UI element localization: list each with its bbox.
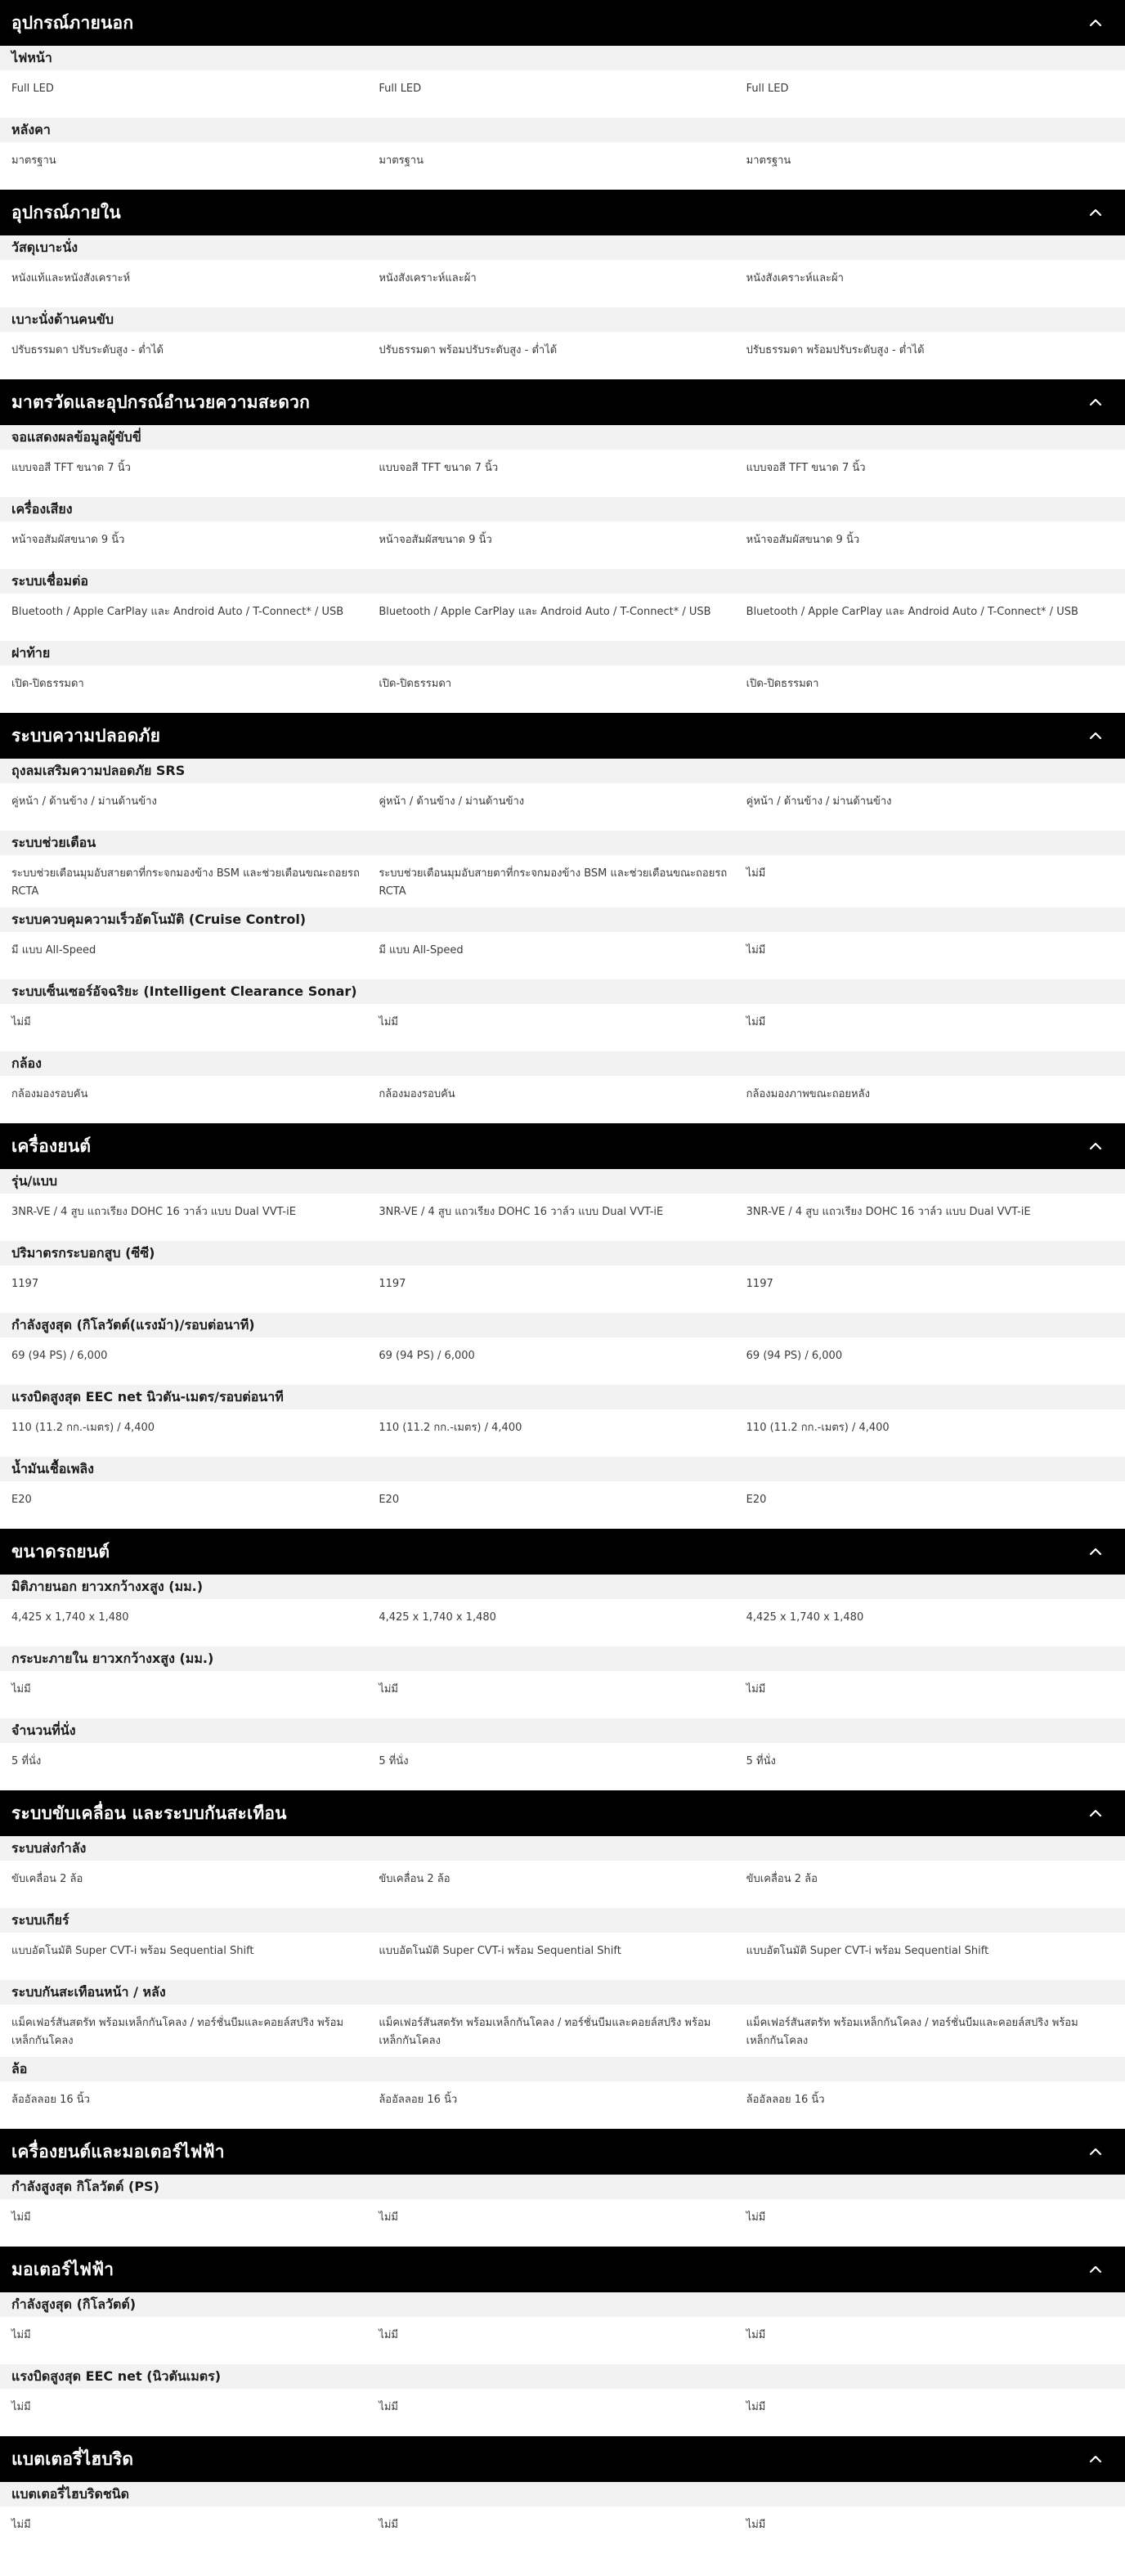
section-title: มาตรวัดและอุปกรณ์อำนวยความสะดวก [11, 392, 311, 412]
section-header-toggle[interactable] [0, 1529, 1125, 1575]
spec-value-grade-2: แบบอัตโนมัติ Super CVT-i พร้อม Sequential Shift [379, 1945, 621, 1957]
spec-values-row [0, 1671, 1125, 1718]
chevron-up-icon[interactable] [1087, 2144, 1104, 2160]
spec-value-grade-1: ล้ออัลลอย 16 นิ้ว [11, 2094, 90, 2106]
spec-values-row [0, 1194, 1125, 1241]
spec-value-grade-1: ไม่มี [11, 2401, 31, 2413]
spec-value-grade-1: หน้าจอสัมผัสขนาด 9 นิ้ว [11, 534, 125, 546]
spec-label: จำนวนที่นั่ง [0, 1718, 1125, 1743]
section-header-toggle[interactable] [0, 2129, 1125, 2175]
spec-value-grade-1: หนังแท้และหนังสังเคราะห์ [11, 272, 131, 284]
spec-section [0, 379, 1125, 713]
spec-value-grade-1: แบบอัตโนมัติ Super CVT-i พร้อม Sequential Shift [11, 1945, 254, 1957]
spec-value-grade-2: 69 (94 PS) / 6,000 [379, 1350, 475, 1362]
spec-value-grade-1: แบบจอสี TFT ขนาด 7 นิ้ว [11, 462, 131, 474]
section-title: ระบบความปลอดภัย [11, 725, 161, 746]
spec-value-grade-2: มี แบบ All-Speed [379, 944, 464, 956]
spec-value-grade-2: ไม่มี [379, 2211, 399, 2224]
spec-value-grade-2: 110 (11.2 กก.-เมตร) / 4,400 [379, 1422, 522, 1434]
spec-value-grade-3: Bluetooth / Apple CarPlay และ Android Auto / T-Connect* / USB [746, 606, 1078, 618]
spec-label: หลังคา [0, 118, 1125, 142]
spec-value-grade-3: ไม่มี [746, 1016, 766, 1028]
spec-values-row [0, 2317, 1125, 2364]
section-header-toggle[interactable] [0, 1123, 1125, 1169]
spec-values-row [0, 260, 1125, 307]
chevron-up-icon[interactable] [1087, 15, 1104, 31]
spec-value-grade-3: 110 (11.2 กก.-เมตร) / 4,400 [746, 1422, 890, 1434]
spec-section [0, 713, 1125, 1123]
spec-value-grade-2: ขับเคลื่อน 2 ล้อ [379, 1873, 450, 1885]
spec-values-row [0, 2005, 1125, 2057]
spec-section [0, 0, 1125, 190]
spec-label: เบาะนั่งด้านคนขับ [0, 307, 1125, 332]
spec-value-grade-3: แบบจอสี TFT ขนาด 7 นิ้ว [746, 462, 866, 474]
spec-label: จอแสดงผลข้อมูลผู้ขับขี่ [0, 425, 1125, 450]
spec-value-grade-1: กล้องมองรอบคัน [11, 1088, 88, 1100]
spec-label: ระบบเซ็นเซอร์อัจฉริยะ (Intelligent Clearance Sonar) [0, 979, 1125, 1004]
spec-values-row [0, 1481, 1125, 1529]
spec-label: กระบะภายใน ยาวxกว้างxสูง (มม.) [0, 1646, 1125, 1671]
spec-value-grade-1: 3NR-VE / 4 สูบ แถวเรียง DOHC 16 วาล์ว แบบ Dual VVT-iE [11, 1206, 296, 1218]
spec-value-grade-2: 4,425 x 1,740 x 1,480 [379, 1611, 496, 1624]
spec-values-row [0, 2507, 1125, 2554]
chevron-up-icon[interactable] [1087, 204, 1104, 221]
spec-label: รุ่น/แบบ [0, 1169, 1125, 1194]
chevron-up-icon[interactable] [1087, 394, 1104, 410]
section-header-toggle[interactable] [0, 190, 1125, 235]
spec-value-grade-3: ไม่มี [746, 2401, 766, 2413]
section-title: เครื่องยนต์ [11, 1136, 92, 1156]
spec-value-grade-2: คู่หน้า / ด้านข้าง / ม่านด้านข้าง [379, 795, 525, 808]
section-title: แบตเตอรี่ไฮบริด [11, 2448, 134, 2469]
spec-value-grade-1: 5 ที่นั่ง [11, 1755, 42, 1767]
spec-value-grade-3: ไม่มี [746, 2211, 766, 2224]
spec-value-grade-1: 1197 [11, 1278, 39, 1290]
spec-label: กล้อง [0, 1051, 1125, 1076]
spec-label: แรงบิดสูงสุด EEC net นิวตัน-เมตร/รอบต่อนาที [0, 1385, 1125, 1409]
spec-value-grade-2: มาตรฐาน [379, 155, 424, 167]
spec-value-grade-2: เปิด-ปิดธรรมดา [379, 678, 452, 690]
chevron-up-icon[interactable] [1087, 1543, 1104, 1560]
spec-label: เครื่องเสียง [0, 497, 1125, 522]
spec-value-grade-3: ไม่มี [746, 1683, 766, 1696]
spec-values-row [0, 783, 1125, 831]
spec-value-grade-1: เปิด-ปิดธรรมดา [11, 678, 84, 690]
spec-value-grade-1: ปรับธรรมดา ปรับระดับสูง - ต่ำได้ [11, 344, 164, 356]
spec-values-row [0, 522, 1125, 569]
spec-label: มิติภายนอก ยาวxกว้างxสูง (มม.) [0, 1575, 1125, 1599]
spec-values-row [0, 665, 1125, 713]
chevron-up-icon[interactable] [1087, 728, 1104, 744]
spec-value-grade-3: แบบอัตโนมัติ Super CVT-i พร้อม Sequential Shift [746, 1945, 989, 1957]
spec-label: แบตเตอรี่ไฮบริดชนิด [0, 2482, 1125, 2507]
spec-values-row [0, 332, 1125, 379]
spec-value-grade-3: 69 (94 PS) / 6,000 [746, 1350, 843, 1362]
spec-value-grade-1: ไม่มี [11, 2329, 31, 2341]
section-header-toggle[interactable] [0, 1790, 1125, 1836]
spec-value-grade-3: คู่หน้า / ด้านข้าง / ม่านด้านข้าง [746, 795, 892, 808]
spec-value-grade-2: แม็คเฟอร์สันสตรัท พร้อมเหล็กกันโคลง / ทอร์ชั่นบีมและคอยล์สปริง พร้อมเหล็กกันโคลง [379, 2017, 711, 2047]
spec-value-grade-3: มาตรฐาน [746, 155, 791, 167]
spec-value-grade-1: ไม่มี [11, 1683, 31, 1696]
spec-values-row [0, 1861, 1125, 1908]
spec-label: วัสดุเบาะนั่ง [0, 235, 1125, 260]
spec-values-row [0, 855, 1125, 907]
chevron-up-icon[interactable] [1087, 1138, 1104, 1154]
spec-value-grade-2: Full LED [379, 83, 422, 95]
spec-value-grade-2: 1197 [379, 1278, 406, 1290]
spec-value-grade-3: แม็คเฟอร์สันสตรัท พร้อมเหล็กกันโคลง / ทอร์ชั่นบีมและคอยล์สปริง พร้อมเหล็กกันโคลง [746, 2017, 1078, 2047]
spec-value-grade-3: ล้ออัลลอย 16 นิ้ว [746, 2094, 825, 2106]
spec-values-row [0, 1076, 1125, 1123]
spec-value-grade-2: ปรับธรรมดา พร้อมปรับระดับสูง - ต่ำได้ [379, 344, 558, 356]
spec-value-grade-1: E20 [11, 1494, 32, 1506]
spec-value-grade-2: ระบบช่วยเตือนมุมอับสายตาที่กระจกมองข้าง BSM และช่วยเตือนขณะถอยรถ RCTA [379, 867, 728, 898]
spec-value-grade-2: แบบจอสี TFT ขนาด 7 นิ้ว [379, 462, 499, 474]
spec-value-grade-3: ไม่มี [746, 944, 766, 956]
section-title: อุปกรณ์ภายนอก [11, 12, 134, 33]
spec-value-grade-2: Bluetooth / Apple CarPlay และ Android Auto / T-Connect* / USB [379, 606, 711, 618]
section-title: เครื่องยนต์และมอเตอร์ไฟฟ้า [11, 2141, 225, 2162]
spec-value-grade-2: หนังสังเคราะห์และผ้า [379, 272, 477, 284]
spec-value-grade-2: ไม่มี [379, 2519, 399, 2531]
spec-value-grade-3: 4,425 x 1,740 x 1,480 [746, 1611, 864, 1624]
spec-values-row [0, 1743, 1125, 1790]
section-title: มอเตอร์ไฟฟ้า [11, 2259, 114, 2279]
spec-section [0, 1790, 1125, 2129]
spec-value-grade-1: Bluetooth / Apple CarPlay และ Android Auto / T-Connect* / USB [11, 606, 344, 618]
spec-values-row [0, 1266, 1125, 1313]
spec-label: ระบบส่งกำลัง [0, 1836, 1125, 1861]
spec-label: ถุงลมเสริมความปลอดภัย SRS [0, 759, 1125, 783]
section-header-toggle[interactable] [0, 713, 1125, 759]
spec-values-row [0, 1337, 1125, 1385]
spec-label: น้ำมันเชื้อเพลิง [0, 1457, 1125, 1481]
spec-value-grade-2: ไม่มี [379, 2401, 399, 2413]
spec-value-grade-1: 4,425 x 1,740 x 1,480 [11, 1611, 129, 1624]
spec-value-grade-3: ไม่มี [746, 867, 766, 880]
spec-label: ปริมาตรกระบอกสูบ (ซีซี) [0, 1241, 1125, 1266]
spec-label: กำลังสูงสุด (กิโลวัตต์(แรงม้า)/รอบต่อนาที) [0, 1313, 1125, 1337]
spec-label: ระบบเกียร์ [0, 1908, 1125, 1933]
spec-value-grade-3: หนังสังเคราะห์และผ้า [746, 272, 844, 284]
spec-section [0, 1529, 1125, 1790]
spec-values-row [0, 1409, 1125, 1457]
spec-value-grade-3: เปิด-ปิดธรรมดา [746, 678, 819, 690]
spec-value-grade-3: กล้องมองภาพขณะถอยหลัง [746, 1088, 870, 1100]
spec-value-grade-1: Full LED [11, 83, 54, 95]
spec-value-grade-3: E20 [746, 1494, 767, 1506]
spec-section [0, 2436, 1125, 2554]
spec-value-grade-1: ไม่มี [11, 2211, 31, 2224]
spec-value-grade-1: แม็คเฟอร์สันสตรัท พร้อมเหล็กกันโคลง / ทอร์ชั่นบีมและคอยล์สปริง พร้อมเหล็กกันโคลง [11, 2017, 344, 2047]
spec-value-grade-2: กล้องมองรอบคัน [379, 1088, 455, 1100]
spec-value-grade-1: 69 (94 PS) / 6,000 [11, 1350, 108, 1362]
chevron-up-icon[interactable] [1087, 2261, 1104, 2278]
spec-label: ระบบช่วยเตือน [0, 831, 1125, 855]
spec-values-row [0, 1933, 1125, 1980]
spec-value-grade-1: ไม่มี [11, 2519, 31, 2531]
spec-value-grade-1: มาตรฐาน [11, 155, 56, 167]
spec-value-grade-2: ล้ออัลลอย 16 นิ้ว [379, 2094, 458, 2106]
section-header-toggle[interactable] [0, 379, 1125, 425]
spec-value-grade-2: 5 ที่นั่ง [379, 1755, 409, 1767]
section-header-toggle[interactable] [0, 2436, 1125, 2482]
spec-value-grade-3: 3NR-VE / 4 สูบ แถวเรียง DOHC 16 วาล์ว แบบ Dual VVT-iE [746, 1206, 1031, 1218]
spec-values-row [0, 142, 1125, 190]
spec-value-grade-3: 5 ที่นั่ง [746, 1755, 776, 1767]
spec-section [0, 2247, 1125, 2436]
spec-values-row [0, 70, 1125, 118]
spec-value-grade-1: ไม่มี [11, 1016, 31, 1028]
spec-value-grade-1: 110 (11.2 กก.-เมตร) / 4,400 [11, 1422, 155, 1434]
spec-value-grade-1: คู่หน้า / ด้านข้าง / ม่านด้านข้าง [11, 795, 157, 808]
spec-label: ฝาท้าย [0, 641, 1125, 665]
spec-value-grade-2: E20 [379, 1494, 400, 1506]
spec-value-grade-1: ขับเคลื่อน 2 ล้อ [11, 1873, 83, 1885]
spec-label: ระบบกันสะเทือนหน้า / หลัง [0, 1980, 1125, 2005]
spec-value-grade-3: Full LED [746, 83, 789, 95]
spec-values-row [0, 594, 1125, 641]
spec-label: กำลังสูงสุด (กิโลวัตต์) [0, 2292, 1125, 2317]
spec-label: ระบบเชื่อมต่อ [0, 569, 1125, 594]
section-header-toggle[interactable] [0, 0, 1125, 46]
spec-value-grade-3: ขับเคลื่อน 2 ล้อ [746, 1873, 818, 1885]
spec-values-row [0, 1004, 1125, 1051]
spec-value-grade-1: ระบบช่วยเตือนมุมอับสายตาที่กระจกมองข้าง BSM และช่วยเตือนขณะถอยรถ RCTA [11, 867, 360, 898]
spec-value-grade-2: ไม่มี [379, 1016, 399, 1028]
chevron-up-icon[interactable] [1087, 2451, 1104, 2467]
section-title: ขนาดรถยนต์ [11, 1541, 110, 1561]
spec-value-grade-2: ไม่มี [379, 2329, 399, 2341]
spec-label: ระบบควบคุมความเร็วอัตโนมัติ (Cruise Control) [0, 907, 1125, 932]
section-header-toggle[interactable] [0, 2247, 1125, 2292]
spec-value-grade-1: มี แบบ All-Speed [11, 944, 96, 956]
spec-label: ไฟหน้า [0, 46, 1125, 70]
spec-values-row [0, 2081, 1125, 2129]
chevron-up-icon[interactable] [1087, 1805, 1104, 1821]
spec-values-row [0, 450, 1125, 497]
spec-values-row [0, 1599, 1125, 1646]
spec-values-row [0, 932, 1125, 979]
spec-value-grade-3: 1197 [746, 1278, 773, 1290]
spec-label: กำลังสูงสุด กิโลวัตต์ (PS) [0, 2175, 1125, 2199]
spec-value-grade-3: ไม่มี [746, 2329, 766, 2341]
spec-value-grade-2: หน้าจอสัมผัสขนาด 9 นิ้ว [379, 534, 492, 546]
spec-value-grade-3: ไม่มี [746, 2519, 766, 2531]
spec-label: แรงบิดสูงสุด EEC net (นิวตันเมตร) [0, 2364, 1125, 2389]
spec-section [0, 1123, 1125, 1529]
spec-value-grade-2: ไม่มี [379, 1683, 399, 1696]
spec-value-grade-2: 3NR-VE / 4 สูบ แถวเรียง DOHC 16 วาล์ว แบบ Dual VVT-iE [379, 1206, 664, 1218]
spec-section [0, 2129, 1125, 2247]
spec-value-grade-3: ปรับธรรมดา พร้อมปรับระดับสูง - ต่ำได้ [746, 344, 925, 356]
section-title: อุปกรณ์ภายใน [11, 202, 121, 222]
spec-values-row [0, 2199, 1125, 2247]
section-title: ระบบขับเคลื่อน และระบบกันสะเทือน [11, 1803, 287, 1823]
spec-section [0, 190, 1125, 379]
spec-label: ล้อ [0, 2057, 1125, 2081]
spec-values-row [0, 2389, 1125, 2436]
spec-value-grade-3: หน้าจอสัมผัสขนาด 9 นิ้ว [746, 534, 860, 546]
